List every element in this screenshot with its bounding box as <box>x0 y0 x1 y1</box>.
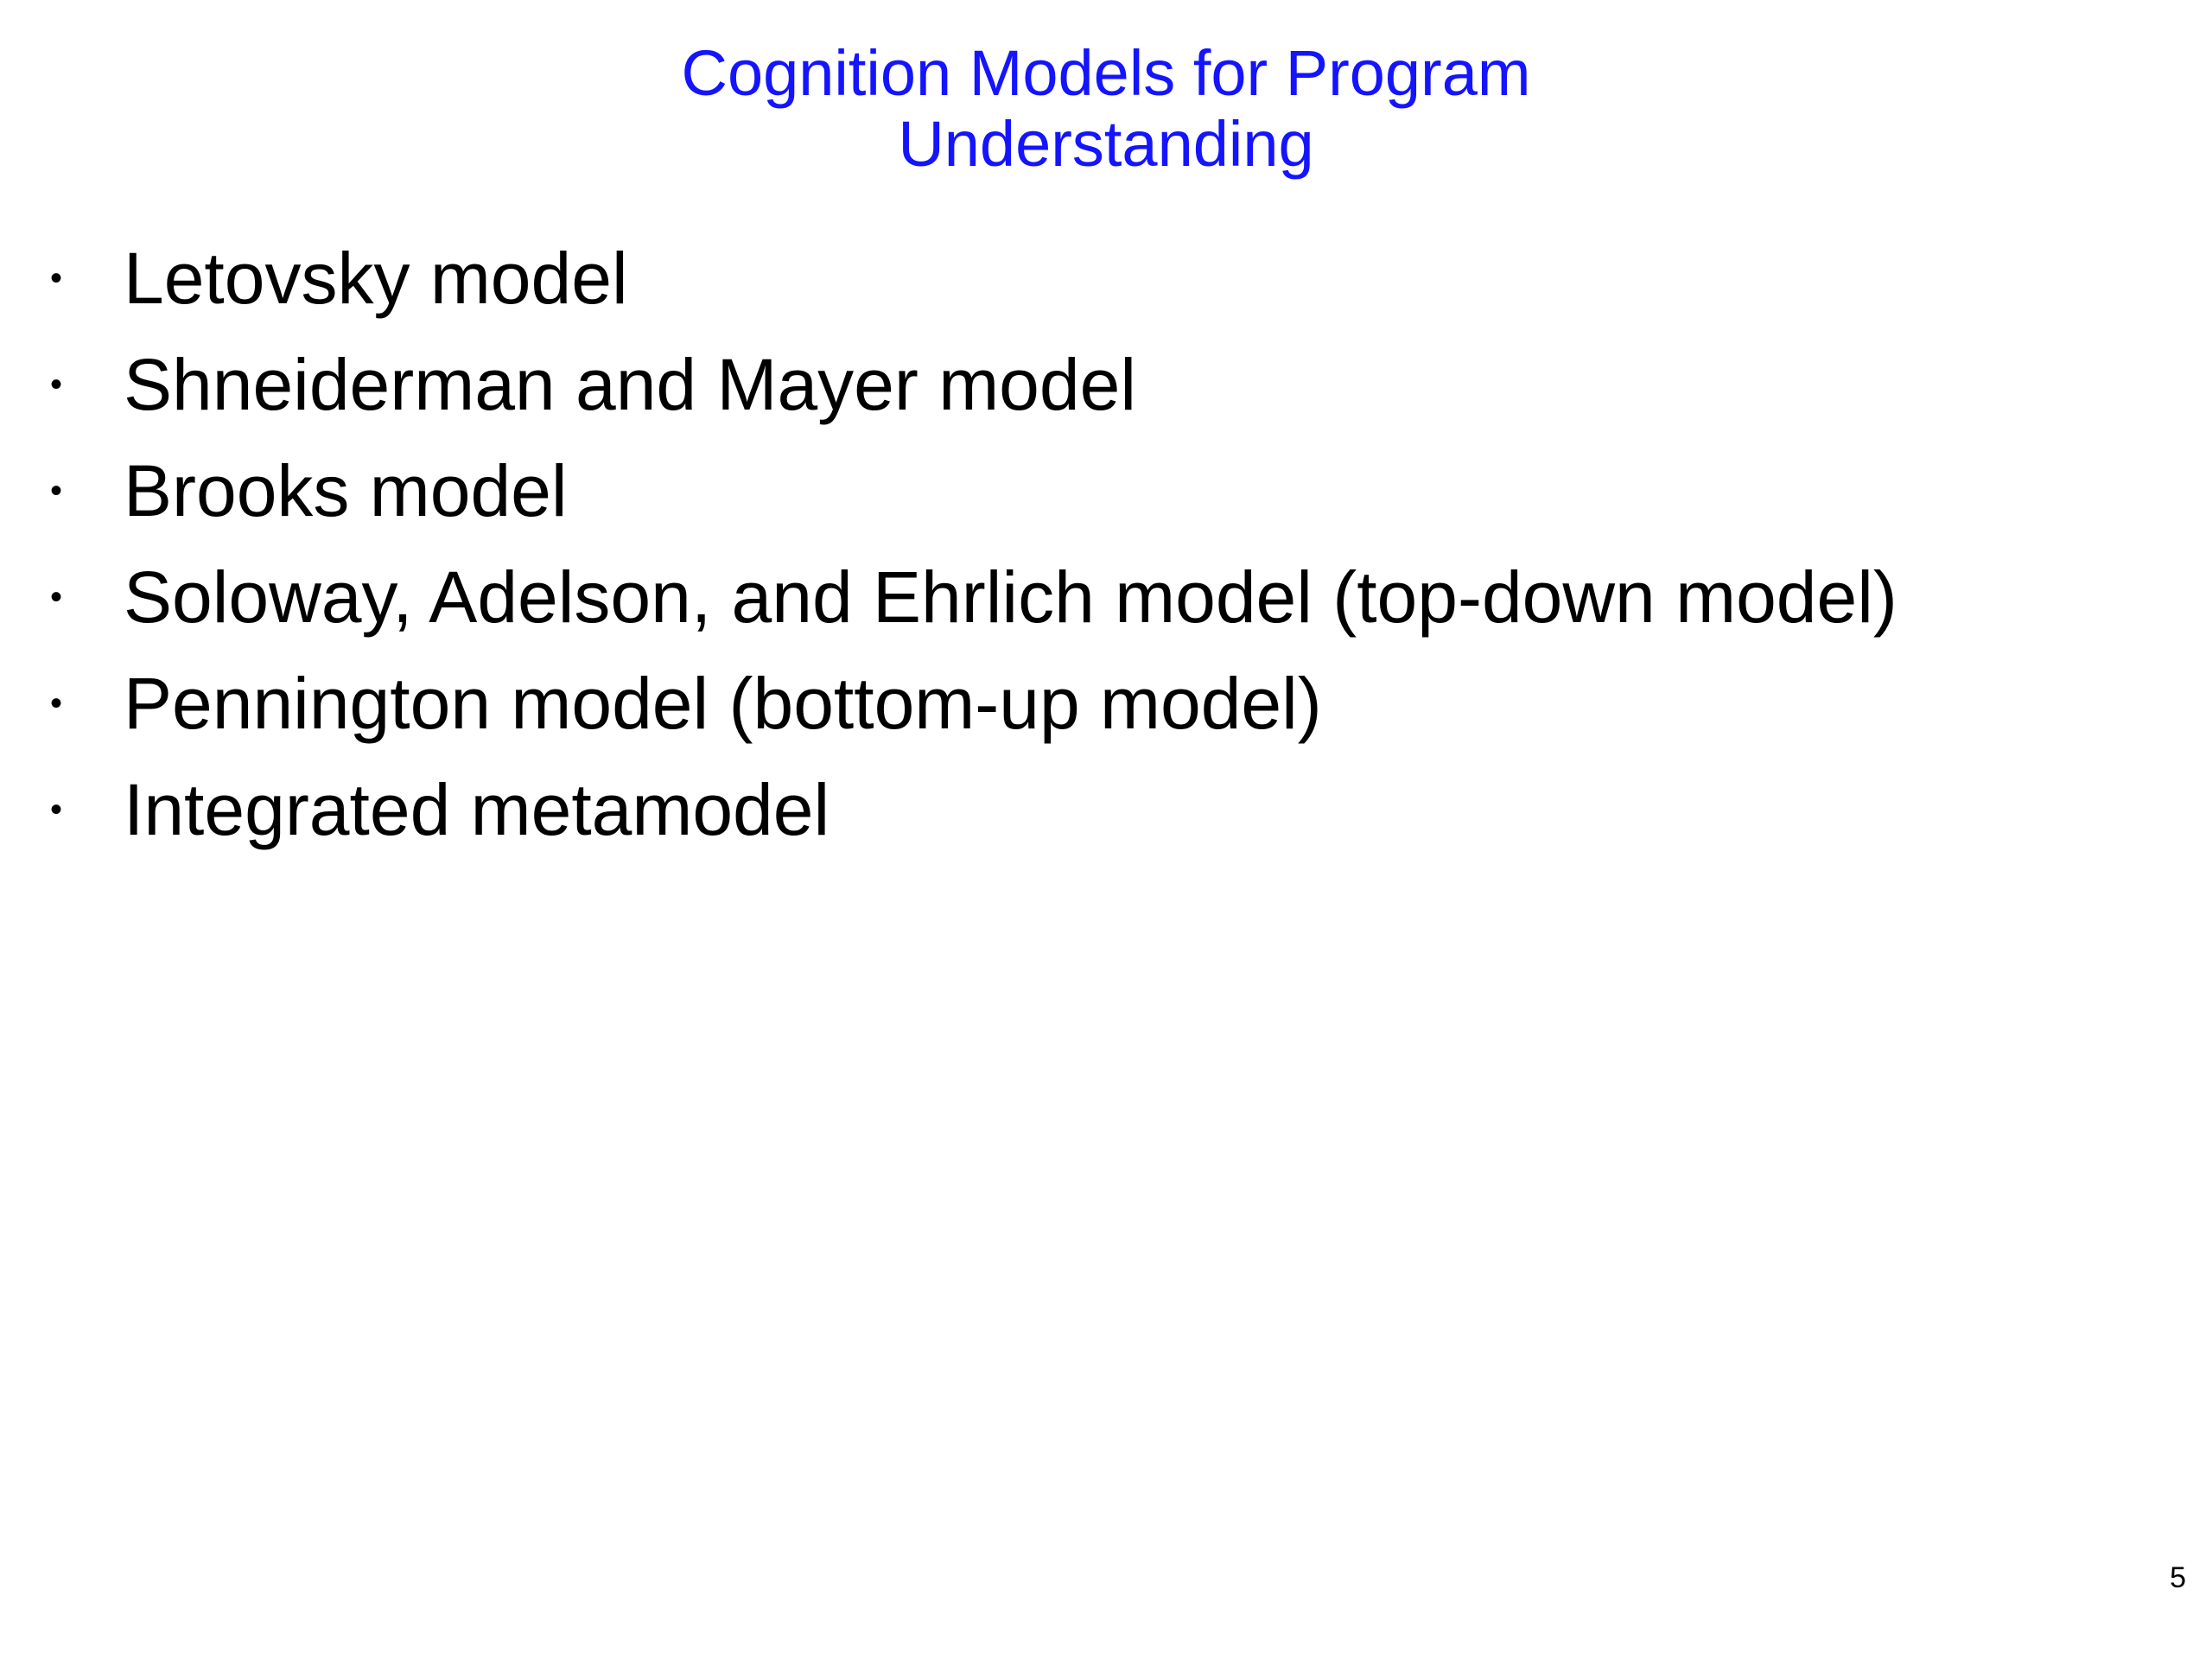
bullet-item-pennington <box>0 660 2160 766</box>
bullet-text: Shneiderman and Mayer model <box>124 344 1136 425</box>
slide-title <box>0 38 2212 180</box>
bullet-list <box>0 235 2160 873</box>
page-number: 5 <box>2170 1561 2186 1594</box>
bullet-dot-icon: • <box>50 684 63 722</box>
bullet-item-brooks <box>0 448 2160 554</box>
bullet-dot-icon: • <box>50 472 63 510</box>
bullet-text: Soloway, Adelson, and Ehrlich model (top-down model) <box>124 556 1897 638</box>
bullet-text: Pennington model (bottom-up model) <box>124 663 1322 744</box>
bullet-item-integrated-metamodel <box>0 766 2160 873</box>
bullet-dot-icon: • <box>50 365 63 404</box>
bullet-dot-icon: • <box>50 578 63 616</box>
bullet-dot-icon: • <box>50 259 63 297</box>
bullet-dot-icon: • <box>50 791 63 829</box>
bullet-item-soloway-adelson-ehrlich <box>0 554 2160 660</box>
bullet-item-letovsky <box>0 235 2160 341</box>
slide-title-line-1: Cognition Models for Program <box>681 37 1531 109</box>
slide-title-line-2: Understanding <box>898 108 1314 180</box>
bullet-text: Letovsky model <box>124 238 628 319</box>
bullet-item-shneiderman-mayer <box>0 341 2160 448</box>
bullet-text: Brooks model <box>124 450 568 531</box>
bullet-text: Integrated metamodel <box>124 769 830 850</box>
